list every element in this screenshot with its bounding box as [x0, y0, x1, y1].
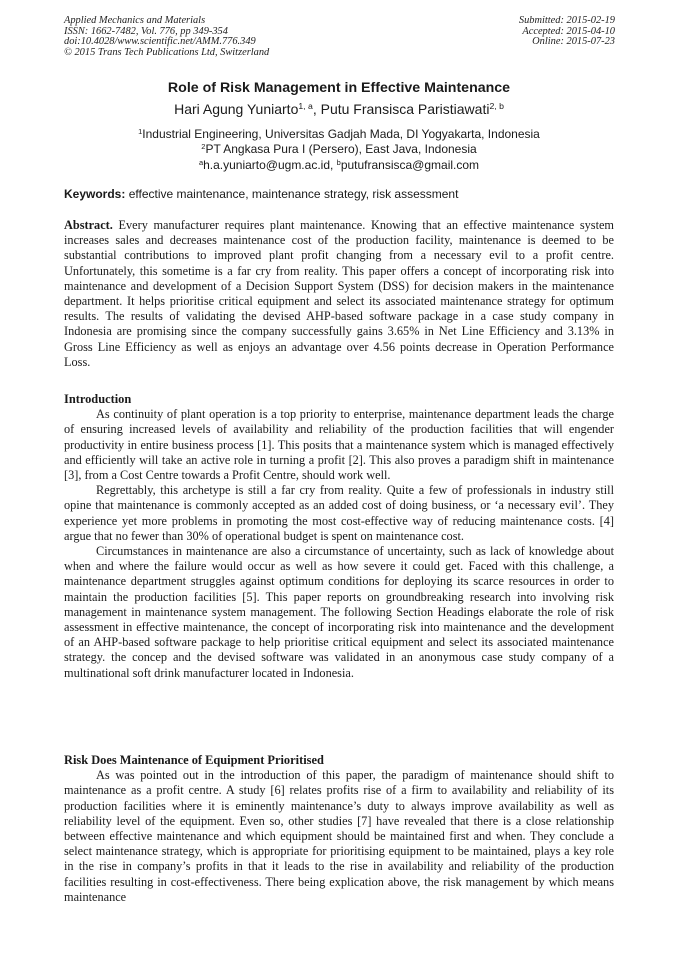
body-paragraph: Regrettably, this archetype is still a far cry from reality. Quite a few of professionals in industry still opine that maintenance is commonly accepted as an added cost of doing business, or ‘a necessary evil’. They experience yet more problems in promoting the most cost-effective way of reducing maintenance costs. [4] argue that no fewer than 30% of operational budget is spent on maintenance cost. [64, 483, 614, 543]
journal-header [64, 16, 269, 58]
journal-copyright: © 2015 Trans Tech Publications Ltd, Switzerland [64, 46, 270, 58]
affiliation-line [0, 127, 678, 142]
email-separator: , [330, 157, 337, 172]
affiliation-text: PT Angkasa Pura I (Persero), East Java, Indonesia [205, 142, 477, 157]
abstract-label: Abstract. [64, 218, 113, 232]
submitted-date: Submitted: 2015-02-19 [518, 15, 615, 26]
author-superscript: 2, b [489, 101, 504, 112]
affiliation-text: Industrial Engineering, Universitas Gadjah Mada, DI Yogyakarta, Indonesia [142, 127, 540, 141]
paper-title: Role of Risk Management in Effective Maintenance [167, 80, 511, 96]
author-name: Putu Fransisca Paristiawati [320, 101, 490, 117]
affiliation-line [0, 142, 678, 157]
publication-dates [519, 16, 615, 48]
author-list [0, 101, 678, 117]
journal-doi[interactable]: doi:10.4028/www.scientific.net/AMM.776.349 [64, 36, 256, 48]
section-heading: Introduction [64, 392, 132, 406]
keywords-label: Keywords: [64, 187, 126, 201]
abstract-text: Every manufacturer requires plant maintenance. Knowing that an effective maintenance system increases sales and decreases maintenance cost of the production facility, maintenance is deemed to be substantial contributions to improved plant profit changing from a necessary evil to a profit centre. Unfortunately, this sometime is a far cry from reality. This paper offers a concept of incorporating risk into maintenance and development of a Decision Support System (DSS) for decision makers in the maintenance department. It helps prioritise critical equipment and select its associated maintenance strategy for optimum results. The results of validating the devised AHP-based software package in a case study company in Indonesia are promising since the company successfully gains 3.65% in Net Line Efficiency and 3.13% in Gross Line Efficiency as well as enjoys an advantage over 4.56 points decrease in Operation Performance Loss. [64, 218, 615, 369]
body-paragraph: Circumstances in maintenance are also a circumstance of uncertainty, such as lack of knowledge about when and where the failure would occur as well as how severe it could get. Faced with this challenge, a maintenance department struggles against optimum conditions for deploying its scarce resources in order to maintain the production facilities [5]. This paper reports on groundbreaking research into involving risk management in maintenance system management. The following Section Headings elaborate the role of risk assessment in effective maintenance, the concept of incorporating risk into maintenance and the development of an AHP-based software package to help prioritise critical equipment and select its associated maintenance strategy. the concep and the devised software was validated in an anonymous case study company of a multinational soft drink manufacturer located in Indonesia. [64, 544, 614, 680]
risk-section [64, 753, 614, 905]
author-name: Hari Agung Yuniarto [174, 101, 299, 117]
accepted-date: Accepted: 2015-04-10 [522, 25, 615, 37]
body-paragraph: As was pointed out in the introduction of this paper, the paradigm of maintenance should shift to maintenance as a profit centre. A study [6] relates profits rise of a firm to availability and reliability of its production facilities where it is eminently maintenance’s duty to always improve availability as well as reliability level of the equipment. Even so, other studies [7] have revealed that there is a close relationship between effective maintenance and which equipment should be maintained first and when. They conclude a select maintenance strategy, which is appropriate for prioritising equipment to be maintained, plays a key role in the rise in company’s profits in that it leads to the rise in availability and reliability of the production facilities resulting in cost-effectiveness. There being explication above, the risk management by which means maintenance [64, 768, 614, 904]
abstract-paragraph [64, 218, 614, 370]
author-superscript: 1, a [298, 101, 313, 112]
online-date: Online: 2015-07-23 [532, 36, 615, 48]
keywords [64, 187, 614, 201]
affiliation-superscript: 1 [138, 126, 143, 136]
section-heading: Risk Does Maintenance of Equipment Prioritised [64, 753, 324, 767]
author-email[interactable]: putufransisca@gmail.com [340, 157, 480, 172]
body-paragraph: As continuity of plant operation is a top priority to enterprise, maintenance department leads the charge of ensuring increased levels of availability and reliability of the production facilities that will engender productivity in entire business process [1]. This posits that a maintenance system which is managed effectively and efficiently will take an active role in turning a profit [2]. This also proves a paradigm shift in maintenance [3], from a Cost Centre towards a Profit Centre, should work well. [64, 407, 614, 483]
author-email[interactable]: h.a.yuniarto@ugm.ac.id [203, 157, 330, 172]
introduction-section [64, 392, 614, 681]
email-superscript: a [198, 157, 204, 167]
affiliation-superscript: 2 [201, 142, 206, 152]
email-superscript: b [336, 157, 341, 167]
keywords-text: effective maintenance, maintenance strategy, risk assessment [128, 187, 459, 201]
journal-issn: ISSN: 1662-7482, Vol. 776, pp 349-354 [64, 25, 228, 37]
journal-name: Applied Mechanics and Materials [64, 15, 206, 26]
abstract-section [64, 218, 614, 370]
email-line [0, 158, 678, 173]
affiliations [0, 127, 678, 173]
author-separator: , [312, 101, 321, 117]
